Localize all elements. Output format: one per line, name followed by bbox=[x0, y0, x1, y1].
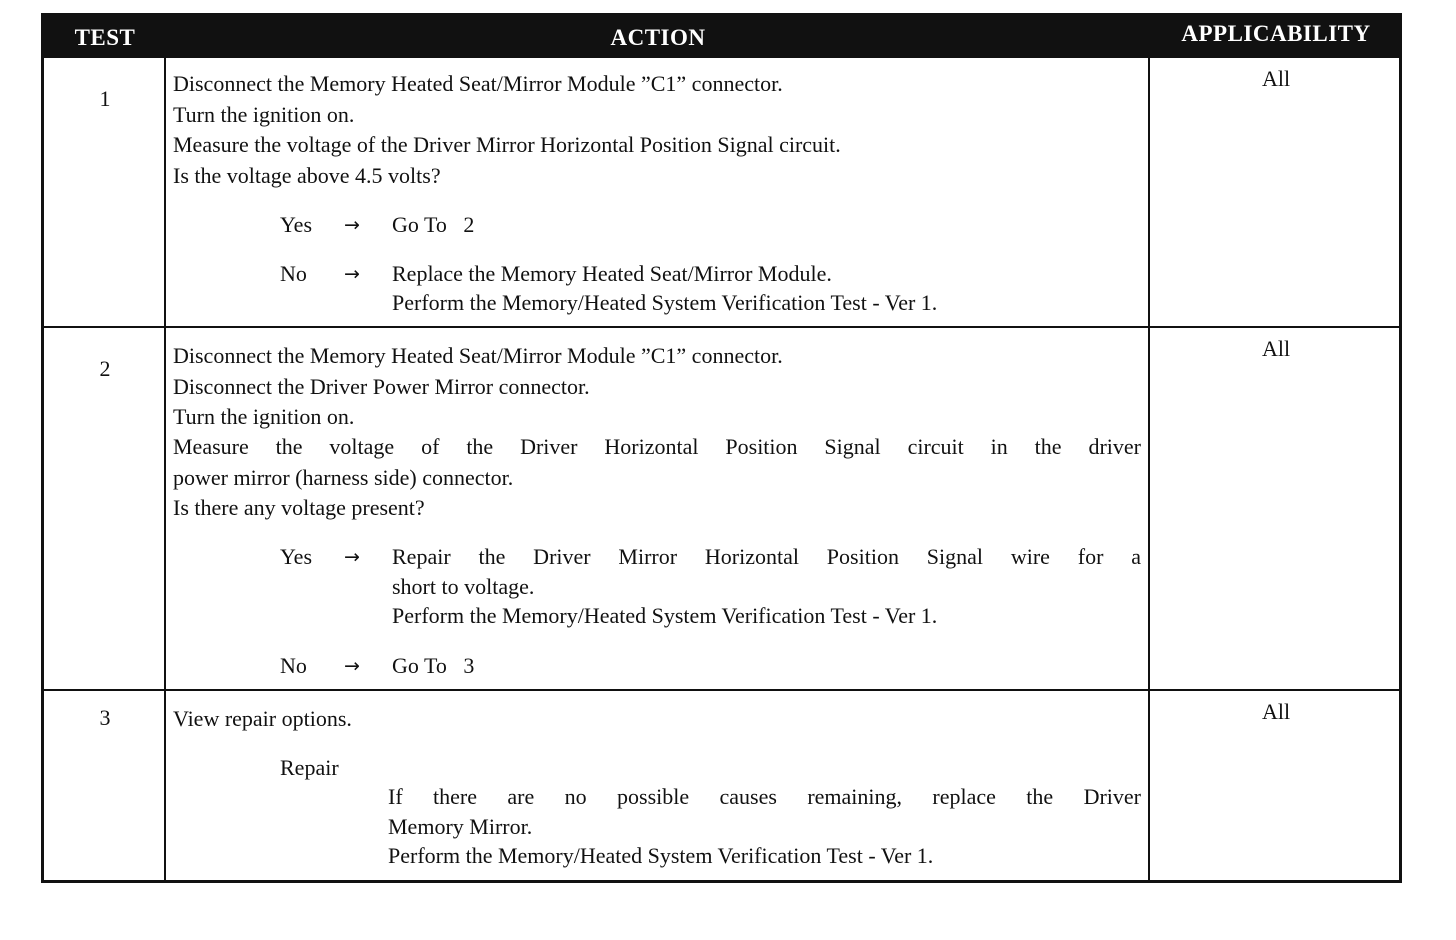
action-step: Turn the ignition on. bbox=[173, 102, 355, 127]
action-step: Measure the voltage of the Driver Mirror Horizontal Position Signal circuit. bbox=[173, 132, 841, 157]
arrow-icon: → bbox=[344, 655, 360, 677]
no-label: No bbox=[280, 653, 307, 678]
yes-action: Repair the Driver Mirror Horizontal Position Signal wire for a bbox=[392, 544, 1141, 569]
no-action: Go To 3 bbox=[392, 653, 475, 678]
repair-label: Repair bbox=[280, 755, 339, 780]
applicability-value: All bbox=[1261, 336, 1291, 361]
yes-label: Yes bbox=[280, 212, 313, 237]
table-row-test-1 bbox=[44, 58, 1399, 326]
no-label: No bbox=[280, 261, 307, 286]
header-test: TEST bbox=[74, 25, 136, 50]
action-step: Is there any voltage present? bbox=[173, 495, 425, 520]
test-number: 1 bbox=[99, 86, 111, 111]
repair-text: Perform the Memory/Heated System Verification Test - Ver 1. bbox=[388, 843, 934, 868]
action-step: Disconnect the Driver Power Mirror connector. bbox=[173, 374, 590, 399]
yes-action: short to voltage. bbox=[392, 574, 535, 599]
no-action: Replace the Memory Heated Seat/Mirror Module. bbox=[392, 261, 832, 286]
action-step: View repair options. bbox=[173, 706, 352, 731]
yes-action: Go To 2 bbox=[392, 212, 475, 237]
action-step: Is the voltage above 4.5 volts? bbox=[173, 163, 441, 188]
yes-label: Yes bbox=[280, 544, 313, 569]
action-step: Disconnect the Memory Heated Seat/Mirror Module ”C1” connector. bbox=[173, 343, 783, 368]
test-number: 2 bbox=[99, 356, 111, 381]
no-action: Perform the Memory/Heated System Verification Test - Ver 1. bbox=[392, 290, 938, 315]
table-header bbox=[44, 16, 1399, 58]
arrow-icon: → bbox=[344, 546, 360, 568]
yes-action: Perform the Memory/Heated System Verification Test - Ver 1. bbox=[392, 603, 938, 628]
applicability-value: All bbox=[1261, 66, 1291, 91]
action-step: Measure the voltage of the Driver Horizontal Position Signal circuit in the driver bbox=[173, 434, 1141, 459]
header-action: ACTION bbox=[610, 25, 706, 50]
arrow-icon: → bbox=[344, 263, 360, 285]
repair-text: Memory Mirror. bbox=[388, 814, 533, 839]
table-row-test-3 bbox=[44, 691, 1399, 880]
arrow-icon: → bbox=[344, 214, 360, 236]
table-row-test-2 bbox=[44, 328, 1399, 689]
header-applicability: APPLICABILITY bbox=[1181, 21, 1371, 46]
test-number: 3 bbox=[99, 705, 111, 730]
diagnostic-test-table bbox=[41, 13, 1402, 883]
action-step: Disconnect the Memory Heated Seat/Mirror Module ”C1” connector. bbox=[173, 71, 783, 96]
repair-text: If there are no possible causes remaining, replace the Driver bbox=[388, 784, 1141, 809]
applicability-value: All bbox=[1261, 699, 1291, 724]
action-step: Turn the ignition on. bbox=[173, 404, 355, 429]
action-step: power mirror (harness side) connector. bbox=[173, 465, 514, 490]
